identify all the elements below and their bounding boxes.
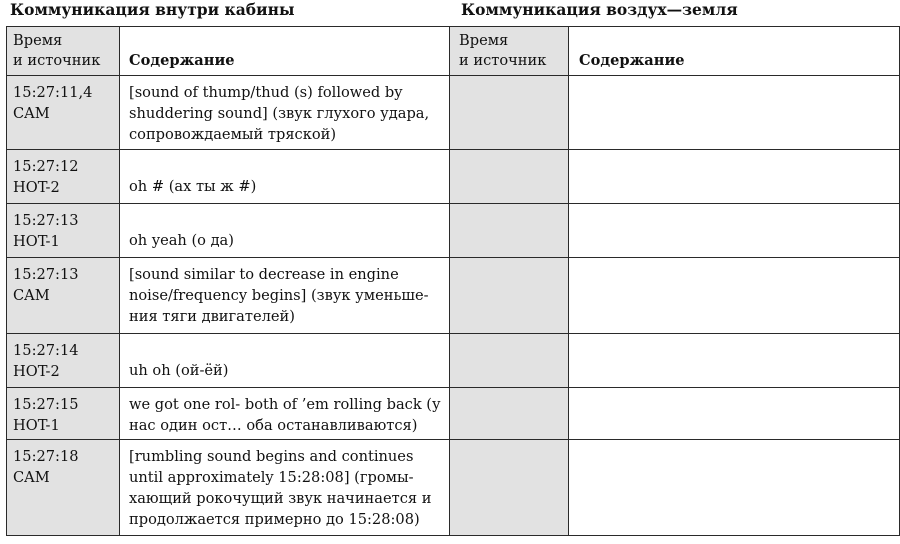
- time-source-cell: [7, 258, 120, 334]
- table-row: [7, 204, 900, 258]
- time-value: 15:27:12: [13, 158, 79, 175]
- cockpit-time-source-header: [7, 27, 120, 76]
- time-value: 15:27:15: [13, 396, 79, 413]
- content-cell: oh # (ах ты ж #): [120, 150, 450, 204]
- air-ground-time-cell: [450, 258, 569, 334]
- section-headings: [0, 0, 900, 22]
- time-source-cell: [7, 388, 120, 440]
- table-row: [7, 150, 900, 204]
- content-cell: we got one rol- both of ’em rolling back (у нас один ост… оба останавливаются): [120, 388, 450, 440]
- time-value: 15:27:13: [13, 266, 79, 283]
- table-row: [7, 440, 900, 536]
- table-row: [7, 76, 900, 150]
- time-source-cell: [7, 334, 120, 388]
- air-ground-time-cell: [450, 334, 569, 388]
- table-row: [7, 388, 900, 440]
- air-ground-content-cell: [569, 334, 900, 388]
- time-label: Время: [459, 32, 509, 49]
- source-value: HOT-2: [13, 179, 60, 196]
- content-cell: [sound of thump/thud (s) followed by shuddering sound] (звук глухого удара, сопровождаемый тряской): [120, 76, 450, 150]
- source-value: CAM: [13, 469, 50, 486]
- table-header-row: [7, 27, 900, 76]
- air-ground-time-cell: [450, 388, 569, 440]
- time-value: 15:27:14: [13, 342, 79, 359]
- content-cell: uh oh (ой-ёй): [120, 334, 450, 388]
- content-cell: oh yeah (о да): [120, 204, 450, 258]
- source-value: HOT-1: [13, 233, 60, 250]
- time-source-cell: [7, 204, 120, 258]
- air-ground-content-cell: [569, 204, 900, 258]
- source-label: и источник: [13, 52, 101, 69]
- cockpit-content-header: [120, 27, 450, 76]
- table-row: [7, 334, 900, 388]
- source-value: CAM: [13, 105, 50, 122]
- source-label: и источник: [459, 52, 547, 69]
- source-value: CAM: [13, 287, 50, 304]
- time-source-cell: [7, 76, 120, 150]
- time-source-cell: [7, 150, 120, 204]
- source-value: HOT-1: [13, 417, 60, 434]
- air-ground-content-cell: [569, 258, 900, 334]
- air-ground-heading: Коммуникация воздух—земля: [461, 0, 738, 19]
- content-label: Содержание: [579, 52, 685, 69]
- time-value: 15:27:13: [13, 212, 79, 229]
- table-row: [7, 258, 900, 334]
- source-value: HOT-2: [13, 363, 60, 380]
- time-label: Время: [13, 32, 63, 49]
- air-ground-time-source-header: [450, 27, 569, 76]
- air-ground-time-cell: [450, 76, 569, 150]
- content-label: Содержание: [129, 52, 235, 69]
- air-ground-time-cell: [450, 440, 569, 536]
- air-ground-content-cell: [569, 76, 900, 150]
- transcript-table: [6, 26, 900, 536]
- air-ground-content-cell: [569, 440, 900, 536]
- content-cell: [rumbling sound begins and continues until approximately 15:28:08] (громы-хающий рокочущий звук начинается и продолжается примерно до 15:28:08): [120, 440, 450, 536]
- time-source-cell: [7, 440, 120, 536]
- air-ground-content-header: [569, 27, 900, 76]
- air-ground-time-cell: [450, 150, 569, 204]
- air-ground-content-cell: [569, 150, 900, 204]
- cockpit-heading: Коммуникация внутри кабины: [10, 0, 295, 19]
- time-value: 15:27:18: [13, 448, 79, 465]
- air-ground-time-cell: [450, 204, 569, 258]
- time-value: 15:27:11,4: [13, 84, 93, 101]
- content-cell: [sound similar to decrease in engine noise/frequency begins] (звук уменьше-ния тяги двигателей): [120, 258, 450, 334]
- air-ground-content-cell: [569, 388, 900, 440]
